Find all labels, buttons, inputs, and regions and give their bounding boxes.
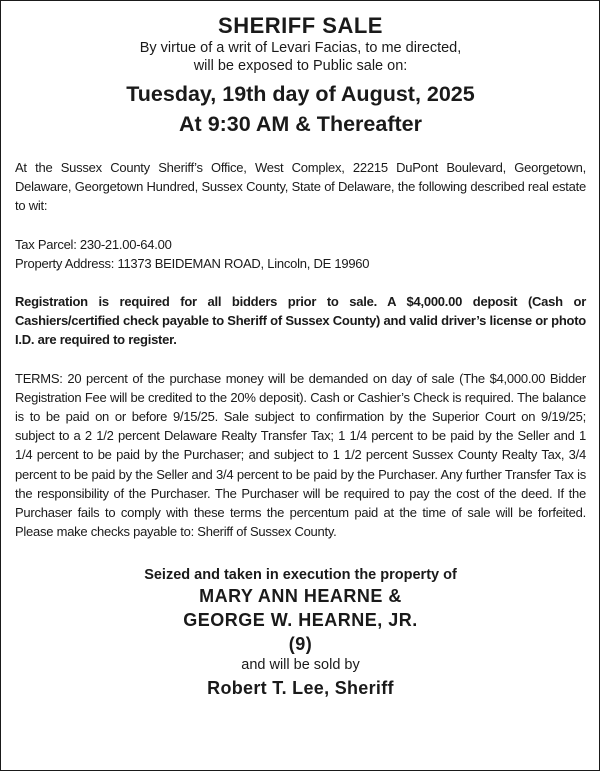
sheriff-name: Robert T. Lee, Sheriff	[207, 678, 394, 699]
seized-line: Seized and taken in execution the property of	[144, 567, 457, 584]
sale-location: At the Sussex County Sheriff’s Office, West Complex, 22215 DuPont Boulevard, Georgetown, Delaware, Georgetown Hundred, Sussex County, State of Delaware, the following described real estate to wit:	[15, 160, 586, 214]
owner-name-1: MARY ANN HEARNE &	[199, 586, 402, 607]
sale-terms: TERMS: 20 percent of the purchase money will be demanded on day of sale (The $4,000.00 Bidder Registration Fee will be credited to the 20% deposit). Cash or Cashier’s Check is required. The balance is to be paid on or before 9/15/25. Sale subject to confirmation by the Superior Court on 9/19/25; subject to a 2 1/2 percent Delaware Realty Transfer Tax; 1 1/4 percent to be paid by the Seller and 1 1/4 percent to be paid by the Purchaser; and subject to 1 1/2 percent Sussex County Realty Tax, 3/4 percent to be paid by the Seller and 3/4 percent to be paid by the Purchaser. Any further Transfer Tax is the responsibility of the Purchaser. The Purchaser will be required to pay the cost of the deed. If the Purchaser fails to comply with these terms the percentum paid at the time of sale will be forfeited. Please make checks payable to: Sheriff of Sussex County.	[15, 370, 586, 540]
property-details	[15, 235, 586, 273]
tax-parcel: Tax Parcel: 230-21.00-64.00	[15, 236, 172, 252]
intro-line-1: By virtue of a writ of Levari Facias, to me directed,	[139, 40, 462, 56]
notice-title: SHERIFF SALE	[218, 13, 383, 38]
case-number: (9)	[288, 634, 313, 655]
notice-closing	[15, 566, 586, 702]
sold-by-line: and will be sold by	[241, 657, 360, 674]
owner-name-2: GEORGE W. HEARNE, JR.	[183, 610, 418, 631]
property-address: Property Address: 11373 BEIDEMAN ROAD, Lincoln, DE 19960	[15, 255, 370, 271]
sale-date: Tuesday, 19th day of August, 2025	[126, 82, 475, 106]
intro-text	[15, 39, 586, 75]
sale-date-block	[15, 79, 586, 139]
registration-notice: Registration is required for all bidders prior to sale. A $4,000.00 deposit (Cash or Cashiers/certified check payable to Sheriff of Sussex County) and valid driver’s license or photo I.D. are required to register.	[15, 294, 586, 348]
sale-time: At 9:30 AM & Thereafter	[179, 112, 422, 136]
notice-header	[15, 13, 586, 139]
intro-line-2: will be exposed to Public sale on:	[193, 58, 408, 74]
